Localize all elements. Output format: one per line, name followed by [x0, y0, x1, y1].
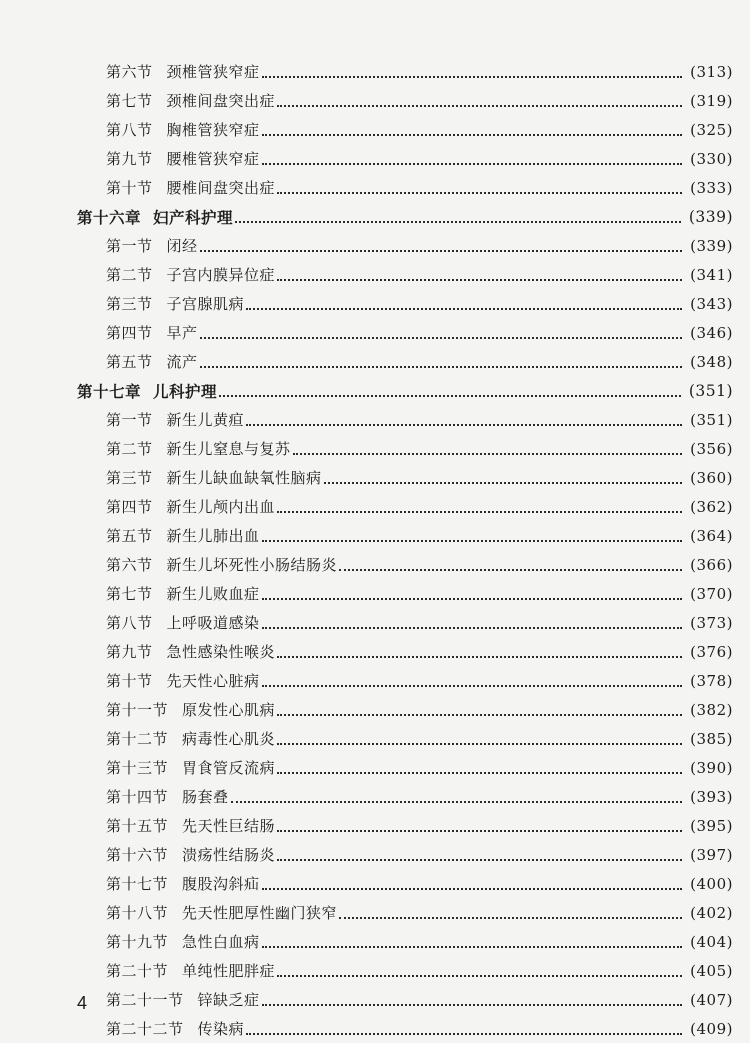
toc-entry-number: 第九节	[106, 150, 153, 168]
toc-entry-label	[106, 119, 260, 140]
toc-section-row	[0, 1014, 750, 1043]
toc-entry-number: 第八节	[106, 121, 153, 139]
toc-section-row	[0, 579, 750, 608]
dot-leader	[262, 163, 683, 165]
dot-leader	[277, 192, 682, 194]
toc-entry-number: 第三节	[106, 469, 153, 487]
toc-page-number: (339)	[688, 207, 733, 226]
toc-entry-label	[106, 931, 260, 952]
toc-entry-title: 新生儿颅内出血	[166, 498, 276, 516]
toc-entry-label	[106, 322, 198, 343]
toc-entry-title: 急性感染性喉炎	[166, 643, 276, 661]
toc-page-number: (404)	[690, 932, 733, 951]
toc-entry-label	[106, 467, 322, 488]
toc-page-number: (395)	[690, 816, 733, 835]
toc-entry-label	[106, 989, 260, 1010]
toc-entry-title: 流产	[166, 353, 198, 371]
toc-section-row	[0, 289, 750, 318]
toc-page-number: (341)	[690, 265, 733, 284]
toc-entry-number: 第二十二节	[106, 1020, 184, 1038]
toc-entry-label	[106, 670, 260, 691]
toc-section-row	[0, 985, 750, 1014]
toc-section-row	[0, 115, 750, 144]
dot-leader	[262, 685, 683, 687]
toc-entry-number: 第二节	[106, 266, 153, 284]
toc-entry-title: 锌缺乏症	[197, 991, 260, 1009]
toc-entry-number: 第十八节	[106, 904, 169, 922]
toc-entry-title: 肠套叠	[182, 788, 229, 806]
toc-entry-label	[106, 351, 198, 372]
dot-leader	[277, 830, 682, 832]
toc-entry-title: 早产	[166, 324, 198, 342]
toc-entry-title: 先天性肥厚性幽门狭窄	[182, 904, 338, 922]
dot-leader	[200, 250, 683, 252]
toc-entry-title: 新生儿缺血缺氧性脑病	[166, 469, 322, 487]
toc-entry-title: 颈椎间盘突出症	[166, 92, 276, 110]
toc-entry-number: 第十节	[106, 179, 153, 197]
toc-section-row	[0, 695, 750, 724]
dot-leader	[262, 134, 683, 136]
dot-leader	[200, 337, 683, 339]
dot-leader	[277, 656, 682, 658]
toc-entry-title: 先天性心脏病	[166, 672, 260, 690]
toc-section-row	[0, 260, 750, 289]
toc-entry-number: 第二十节	[106, 962, 169, 980]
dot-leader	[262, 946, 683, 948]
dot-leader	[277, 772, 682, 774]
toc-section-row	[0, 927, 750, 956]
toc-entry-title: 溃疡性结肠炎	[182, 846, 276, 864]
dot-leader	[262, 888, 683, 890]
toc-entry-title: 腰椎间盘突出症	[166, 179, 276, 197]
toc-chapter-row	[0, 376, 750, 405]
toc-page-number: (343)	[690, 294, 733, 313]
toc-entry-number: 第六节	[106, 556, 153, 574]
toc-entry-number: 第十七节	[106, 875, 169, 893]
toc-entry-label	[106, 960, 275, 981]
toc-section-row	[0, 318, 750, 347]
toc-entry-number: 第八节	[106, 614, 153, 632]
dot-leader	[277, 859, 682, 861]
toc-page-number: (382)	[690, 700, 733, 719]
toc-section-row	[0, 57, 750, 86]
toc-entry-number: 第五节	[106, 527, 153, 545]
toc-entry-number: 第十二节	[106, 730, 169, 748]
toc-entry-label	[77, 206, 233, 228]
toc-entry-title: 腹股沟斜疝	[182, 875, 260, 893]
toc-entry-title: 胸椎管狭窄症	[166, 121, 260, 139]
toc-entry-number: 第十节	[106, 672, 153, 690]
dot-leader	[235, 221, 681, 223]
toc-entry-label	[106, 757, 275, 778]
toc-entry-label	[106, 873, 260, 894]
toc-entry-number: 第十七章	[77, 381, 142, 401]
toc-page-number: (339)	[690, 236, 733, 255]
toc-page-number: (319)	[690, 91, 733, 110]
toc-section-row	[0, 724, 750, 753]
toc-page-number: (393)	[690, 787, 733, 806]
toc-entry-title: 新生儿坏死性小肠结肠炎	[166, 556, 338, 574]
toc-page-number: (366)	[690, 555, 733, 574]
toc-section-row	[0, 434, 750, 463]
toc-page-number: (385)	[690, 729, 733, 748]
toc-section-row	[0, 173, 750, 202]
toc-entry-label	[106, 438, 291, 459]
dot-leader	[262, 76, 683, 78]
toc-entry-number: 第七节	[106, 92, 153, 110]
toc-page-number: (325)	[690, 120, 733, 139]
toc-entry-number: 第十三节	[106, 759, 169, 777]
dot-leader	[262, 598, 683, 600]
dot-leader	[246, 308, 682, 310]
toc-page-number: (356)	[690, 439, 733, 458]
toc-page-number: (360)	[690, 468, 733, 487]
toc-entry-label	[106, 554, 337, 575]
toc-section-row	[0, 550, 750, 579]
toc-page-number: (376)	[690, 642, 733, 661]
dot-leader	[324, 482, 683, 484]
toc-entry-label	[106, 641, 275, 662]
toc-entry-number: 第十六节	[106, 846, 169, 864]
toc-entry-title: 腰椎管狭窄症	[166, 150, 260, 168]
toc-entry-title: 妇产科护理	[153, 207, 234, 227]
toc-entry-label	[106, 293, 244, 314]
toc-section-row	[0, 898, 750, 927]
toc-entry-number: 第九节	[106, 643, 153, 661]
toc-section-row	[0, 666, 750, 695]
toc-entry-number: 第十一节	[106, 701, 169, 719]
toc-entry-number: 第二十一节	[106, 991, 184, 1009]
toc-entry-title: 先天性巨结肠	[182, 817, 276, 835]
toc-page-number: (373)	[690, 613, 733, 632]
toc-entry-title: 上呼吸道感染	[166, 614, 260, 632]
toc-entry-title: 闭经	[166, 237, 198, 255]
toc-chapter-row	[0, 202, 750, 231]
dot-leader	[277, 105, 682, 107]
toc-entry-title: 急性白血病	[182, 933, 260, 951]
toc-entry-label	[106, 1018, 244, 1039]
dot-leader	[246, 1033, 682, 1035]
dot-leader	[339, 569, 682, 571]
toc-page-number: (405)	[690, 961, 733, 980]
toc-section-row	[0, 144, 750, 173]
toc-entry-label	[106, 583, 260, 604]
toc-entry-label	[106, 235, 198, 256]
dot-leader	[277, 511, 682, 513]
toc-section-row	[0, 782, 750, 811]
dot-leader	[219, 395, 681, 397]
toc-entry-number: 第四节	[106, 498, 153, 516]
dot-leader	[277, 975, 682, 977]
toc-entry-number: 第十五节	[106, 817, 169, 835]
toc-page-number: (348)	[690, 352, 733, 371]
table-of-contents	[0, 57, 750, 1043]
toc-entry-label	[106, 496, 275, 517]
toc-section-row	[0, 231, 750, 260]
toc-entry-label	[106, 902, 337, 923]
toc-entry-label	[106, 148, 260, 169]
toc-page-number: (409)	[690, 1019, 733, 1038]
dot-leader	[262, 1004, 683, 1006]
toc-section-row	[0, 492, 750, 521]
toc-section-row	[0, 347, 750, 376]
toc-entry-label	[106, 61, 260, 82]
toc-entry-number: 第一节	[106, 237, 153, 255]
toc-section-row	[0, 86, 750, 115]
toc-section-row	[0, 811, 750, 840]
dot-leader	[246, 424, 682, 426]
toc-page-number: (351)	[690, 410, 733, 429]
toc-entry-label	[106, 90, 275, 111]
toc-entry-label	[106, 786, 229, 807]
toc-entry-title: 单纯性肥胖症	[182, 962, 276, 980]
toc-entry-title: 新生儿败血症	[166, 585, 260, 603]
toc-entry-label	[77, 380, 217, 402]
toc-entry-title: 病毒性心肌炎	[182, 730, 276, 748]
toc-entry-label	[106, 264, 275, 285]
toc-section-row	[0, 521, 750, 550]
toc-entry-number: 第六节	[106, 63, 153, 81]
toc-page-number: (400)	[690, 874, 733, 893]
toc-entry-label	[106, 815, 275, 836]
toc-page-number: (362)	[690, 497, 733, 516]
dot-leader	[262, 540, 683, 542]
toc-entry-number: 第十四节	[106, 788, 169, 806]
toc-page-number: (351)	[688, 381, 733, 400]
toc-entry-title: 原发性心肌病	[182, 701, 276, 719]
dot-leader	[277, 743, 682, 745]
toc-section-row	[0, 637, 750, 666]
dot-leader	[262, 627, 683, 629]
toc-page-number: (333)	[690, 178, 733, 197]
toc-section-row	[0, 405, 750, 434]
toc-section-row	[0, 869, 750, 898]
dot-leader	[277, 279, 682, 281]
toc-page-number: (370)	[690, 584, 733, 603]
toc-entry-title: 颈椎管狭窄症	[166, 63, 260, 81]
toc-entry-title: 子宫内膜异位症	[166, 266, 276, 284]
toc-page-number: (346)	[690, 323, 733, 342]
toc-entry-label	[106, 525, 260, 546]
toc-entry-number: 第二节	[106, 440, 153, 458]
dot-leader	[293, 453, 683, 455]
toc-section-row	[0, 753, 750, 782]
toc-entry-title: 新生儿窒息与复苏	[166, 440, 291, 458]
toc-entry-title: 传染病	[197, 1020, 245, 1038]
dot-leader	[231, 801, 683, 803]
toc-entry-title: 子宫腺肌病	[166, 295, 245, 313]
toc-entry-title: 胃食管反流病	[182, 759, 276, 777]
dot-leader	[339, 917, 682, 919]
toc-entry-title: 儿科护理	[153, 381, 218, 401]
toc-page-number: (402)	[690, 903, 733, 922]
toc-page-number: (364)	[690, 526, 733, 545]
toc-section-row	[0, 608, 750, 637]
toc-entry-label	[106, 844, 275, 865]
toc-page-number: (407)	[690, 990, 733, 1009]
toc-page-number: (313)	[690, 62, 733, 81]
toc-entry-title: 新生儿黄疸	[166, 411, 245, 429]
page-number: 4	[77, 993, 88, 1013]
toc-entry-number: 第三节	[106, 295, 153, 313]
toc-section-row	[0, 463, 750, 492]
toc-entry-label	[106, 409, 244, 430]
toc-section-row	[0, 840, 750, 869]
toc-section-row	[0, 956, 750, 985]
toc-entry-number: 第十六章	[77, 207, 142, 227]
toc-page-number: (390)	[690, 758, 733, 777]
dot-leader	[200, 366, 683, 368]
toc-entry-label	[106, 177, 275, 198]
toc-entry-number: 第十九节	[106, 933, 169, 951]
toc-page-number: (330)	[690, 149, 733, 168]
toc-entry-number: 第五节	[106, 353, 153, 371]
toc-entry-title: 新生儿肺出血	[166, 527, 260, 545]
dot-leader	[277, 714, 682, 716]
toc-entry-number: 第四节	[106, 324, 153, 342]
toc-entry-label	[106, 728, 275, 749]
toc-entry-label	[106, 612, 260, 633]
toc-entry-label	[106, 699, 275, 720]
toc-entry-number: 第一节	[106, 411, 153, 429]
toc-page-number: (397)	[690, 845, 733, 864]
toc-entry-number: 第七节	[106, 585, 153, 603]
toc-page-number: (378)	[690, 671, 733, 690]
